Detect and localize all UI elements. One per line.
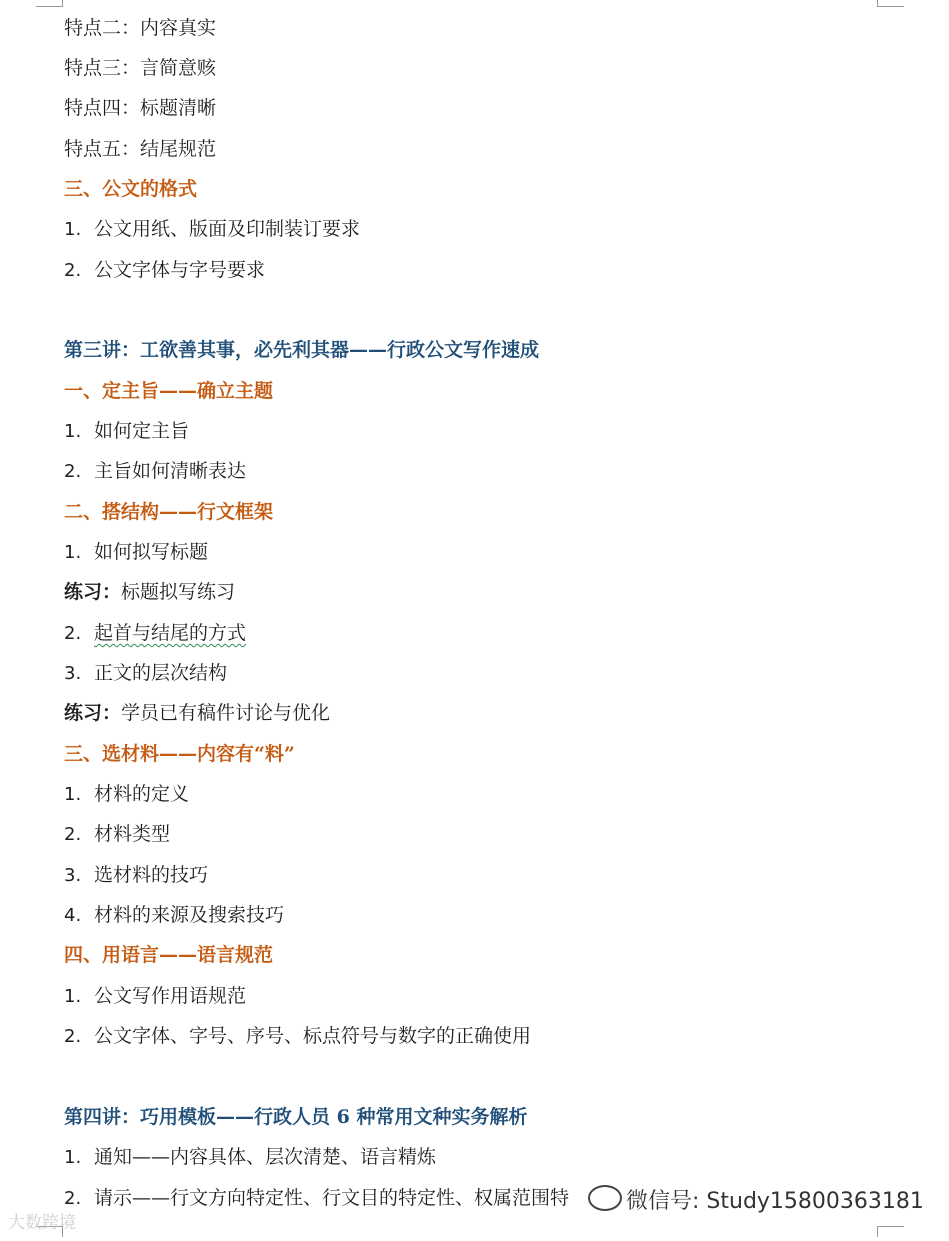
item-number: 3.	[64, 865, 82, 886]
practice-text: 标题拟写练习	[121, 581, 236, 603]
item-text: 公文字体与字号要求	[94, 259, 266, 281]
section-heading: 二、搭结构——行文框架	[64, 501, 274, 523]
item-number: 2.	[64, 824, 82, 845]
logo-watermark: 大数跨境	[8, 1213, 76, 1233]
list-item	[64, 216, 360, 242]
item-text: 公文字体、字号、序号、标点符号与数字的正确使用	[94, 1025, 532, 1047]
watermark-text: 微信号: Study15800363181	[626, 1189, 924, 1214]
feature-line-5: 特点五：结尾规范	[64, 138, 217, 160]
list-item	[64, 1185, 569, 1211]
practice-label: 练习：	[64, 581, 122, 603]
feature-line-3: 特点三：言简意赅	[64, 57, 217, 79]
list-item	[64, 821, 170, 847]
item-number: 1.	[64, 542, 82, 563]
item-number: 2.	[64, 260, 82, 281]
item-number: 1.	[64, 1147, 82, 1168]
page-corner-mark-bottom-right	[877, 1226, 904, 1237]
list-item	[64, 458, 246, 484]
section-heading: 四、用语言——语言规范	[64, 944, 274, 966]
item-text: 请示——行文方向特定性、行文目的特定性、权属范围特	[94, 1187, 570, 1209]
lecture-heading: 第四讲：巧用模板——行政人员 6 种常用文种实务解析	[64, 1106, 528, 1128]
list-item	[64, 1023, 531, 1049]
list-item	[64, 257, 265, 283]
item-number: 3.	[64, 663, 82, 684]
list-item	[64, 539, 208, 565]
item-text: 正文的层次结构	[94, 662, 228, 684]
item-number: 1.	[64, 784, 82, 805]
item-text: 如何定主旨	[94, 420, 190, 442]
item-number: 2.	[64, 461, 82, 482]
item-number: 1.	[64, 421, 82, 442]
practice-line	[64, 700, 330, 726]
practice-text: 学员已有稿件讨论与优化	[121, 702, 331, 724]
section-heading: 三、公文的格式	[64, 178, 198, 200]
item-number: 2.	[64, 1026, 82, 1047]
list-item	[64, 902, 284, 928]
item-text: 起首与结尾的方式	[94, 622, 247, 644]
item-text: 通知——内容具体、层次清楚、语言精炼	[94, 1146, 437, 1168]
item-number: 1.	[64, 219, 82, 240]
item-number: 1.	[64, 986, 82, 1007]
page-corner-mark-top-left	[36, 0, 63, 7]
item-text: 材料的来源及搜索技巧	[94, 904, 285, 926]
item-text: 选材料的技巧	[94, 864, 209, 886]
practice-label: 练习：	[64, 702, 122, 724]
item-text: 主旨如何清晰表达	[94, 460, 247, 482]
item-text: 材料的定义	[94, 783, 190, 805]
feature-line-4: 特点四：标题清晰	[64, 97, 217, 119]
wechat-watermark	[588, 1184, 924, 1215]
feature-line-2: 特点二：内容真实	[64, 17, 217, 39]
item-text: 公文用纸、版面及印制装订要求	[94, 218, 361, 240]
list-item	[64, 781, 189, 807]
list-item	[64, 620, 246, 646]
item-number: 2.	[64, 623, 82, 644]
item-text: 如何拟写标题	[94, 541, 209, 563]
list-item	[64, 1144, 436, 1170]
practice-line	[64, 579, 235, 605]
wechat-icon	[588, 1185, 622, 1211]
item-number: 2.	[64, 1188, 82, 1209]
item-text: 材料类型	[94, 823, 171, 845]
item-text: 公文写作用语规范	[94, 985, 247, 1007]
lecture-heading: 第三讲：工欲善其事，必先利其器——行政公文写作速成	[64, 339, 540, 361]
list-item	[64, 862, 208, 888]
section-heading: 三、选材料——内容有“料”	[64, 743, 295, 765]
section-heading: 一、定主旨——确立主题	[64, 380, 274, 402]
list-item	[64, 660, 227, 686]
item-number: 4.	[64, 905, 82, 926]
list-item	[64, 983, 246, 1009]
page-corner-mark-top-right	[877, 0, 904, 7]
list-item	[64, 418, 189, 444]
